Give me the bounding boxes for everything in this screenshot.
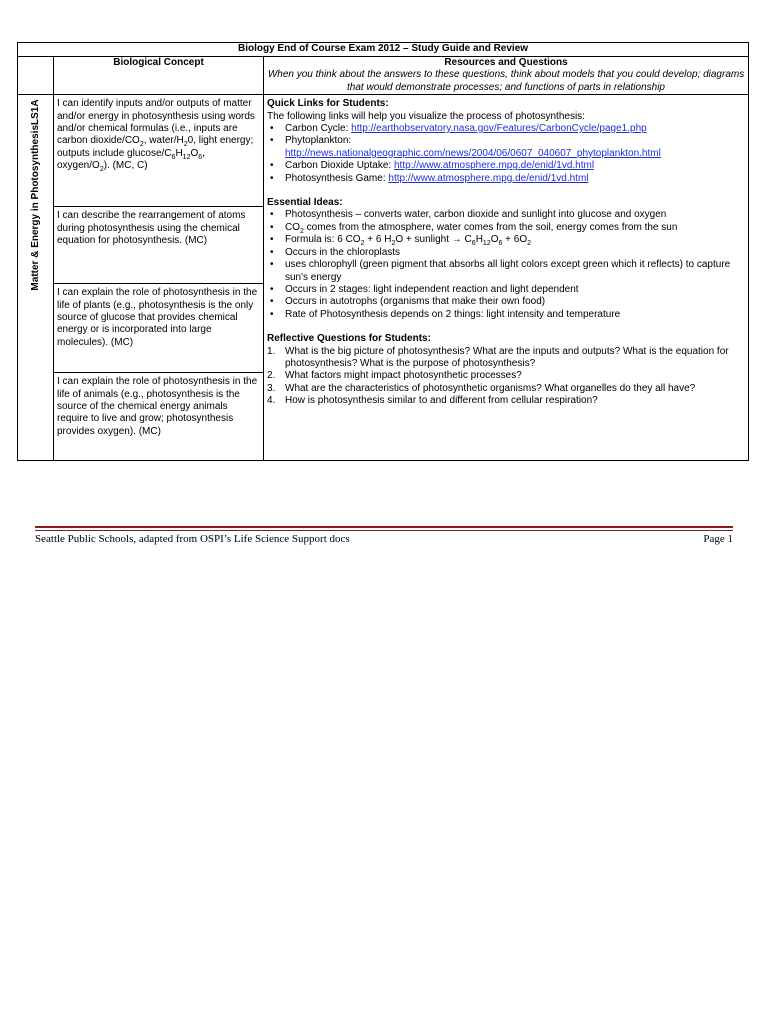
reflective-questions-list [267, 346, 745, 408]
concept-cell-1: I can identify inputs and/or outputs of matter and/or energy in photosynthesis using words and/or chemical formulas (i.e., inputs are carbon dioxide/$CO_2$, water/$H_20$, light energy; outputs include glucose/$C_6H_{12}O_6$, oxygen/$O_2$). (MC, C) [54, 95, 264, 207]
phytoplankton-link[interactable]: http://news.nationalgeographic.com/news/2004/06/0607_040607_phytoplankton.html [285, 147, 661, 159]
concept-cell-3: I can explain the role of photosynthesis in the life of plants (e.g., photosynthesis is the only source of glucose that provides chemical energy or is incorporated into large molecules). (MC) [54, 284, 264, 373]
list-item: • Phytoplankton: http://news.nationalgeographic.com/news/2004/06/0607_040607_phytoplankton.html [285, 135, 745, 160]
concept-cell-2: I can describe the rearrangement of atoms during photosynthesis using the chemical equation for photosynthesis. (MC) [54, 207, 264, 284]
list-item: • Formula is: 6 $CO_2 + 6$ $H_2O$ + sunlight → $C_6H_{12}O_6 + 6O_2$ [285, 234, 745, 246]
resources-subheading: When you think about the answers to these questions, think about models that you could develop; diagrams that would demonstrate processes; and functions of parts in relationship [267, 69, 745, 93]
concept-column-heading: Biological Concept [54, 57, 264, 95]
reflective-questions-title: Reflective Questions for Students: [267, 333, 431, 345]
resources-heading: Resources and Questions [444, 57, 568, 68]
essential-ideas-list [267, 209, 745, 321]
study-guide-table [17, 42, 749, 461]
list-item: 2. What factors might impact photosynthetic processes? [267, 370, 522, 382]
list-item: • Occurs in autotrophs (organisms that make their own food) [285, 296, 745, 308]
concept-cell-4: I can explain the role of photosynthesis in the life of animals (e.g., photosynthesis is the source of the chemical energy animals require to live and grow; photosynthesis provides oxygen). (MC) [54, 373, 264, 461]
topic-side-cell [18, 95, 54, 461]
list-item: • Photosynthesis – converts water, carbon dioxide and sunlight into glucose and oxygen [285, 209, 745, 221]
list-item: • Occurs in 2 stages: light independent reaction and light dependent [285, 284, 745, 296]
list-item: 3. What are the characteristics of photosynthetic organisms? What organelles do they all have? [267, 382, 696, 394]
quick-links-title: Quick Links for Students: [267, 98, 389, 110]
carbon-dioxide-uptake-link[interactable]: http://www.atmosphere.mpg.de/enid/1vd.html [393, 160, 595, 172]
header-blank-cell [18, 57, 54, 95]
list-item: 4. How is photosynthesis similar to and different from cellular respiration? [267, 395, 598, 407]
list-item: • Carbon Dioxide Uptake: http://www.atmosphere.mpg.de/enid/1vd.html [285, 160, 745, 172]
page-number: Page 1 [703, 533, 733, 545]
list-item: • Carbon Cycle: http://earthobservatory.nasa.gov/Features/CarbonCycle/page1.php [285, 123, 745, 135]
essential-ideas-title: Essential Ideas: [267, 197, 343, 209]
quick-links-intro: The following links will help you visualize the process of photosynthesis: [267, 110, 585, 122]
list-item: • uses chlorophyll (green pigment that absorbs all light colors except green which it reflects) to capture sun's energy [285, 259, 745, 284]
footer-rule-thin [35, 530, 733, 531]
topic-side-label: Matter & Energy in PhotosynthesisLS1A [29, 99, 41, 291]
photosynthesis-game-link[interactable]: http://www.atmosphere.mpg.de/enid/1vd.html [388, 172, 589, 184]
quick-links-list [267, 123, 745, 185]
list-item: 1. What is the big picture of photosynthesis? What are the inputs and outputs? What is the equation for photosynthesis? What is the purpose of photosynthesis? [267, 345, 729, 369]
list-item: • Photosynthesis Game: http://www.atmosphere.mpg.de/enid/1vd.html [285, 173, 745, 185]
document-title: Biology End of Course Exam 2012 – Study Guide and Review [18, 43, 749, 57]
carbon-cycle-link[interactable]: http://earthobservatory.nasa.gov/Features/CarbonCycle/page1.php [351, 123, 647, 135]
list-item: • $CO_2$ comes from the atmosphere, water comes from the soil, energy comes from the sun [285, 222, 745, 234]
footer-source: Seattle Public Schools, adapted from OSPI’s Life Science Support docs [35, 533, 350, 545]
resources-column-heading-cell [264, 57, 749, 95]
footer-rule [35, 526, 733, 528]
list-item: • Occurs in the chloroplasts [285, 247, 745, 259]
resources-cell [264, 95, 749, 461]
list-item: • Rate of Photosynthesis depends on 2 things: light intensity and temperature [285, 309, 745, 321]
